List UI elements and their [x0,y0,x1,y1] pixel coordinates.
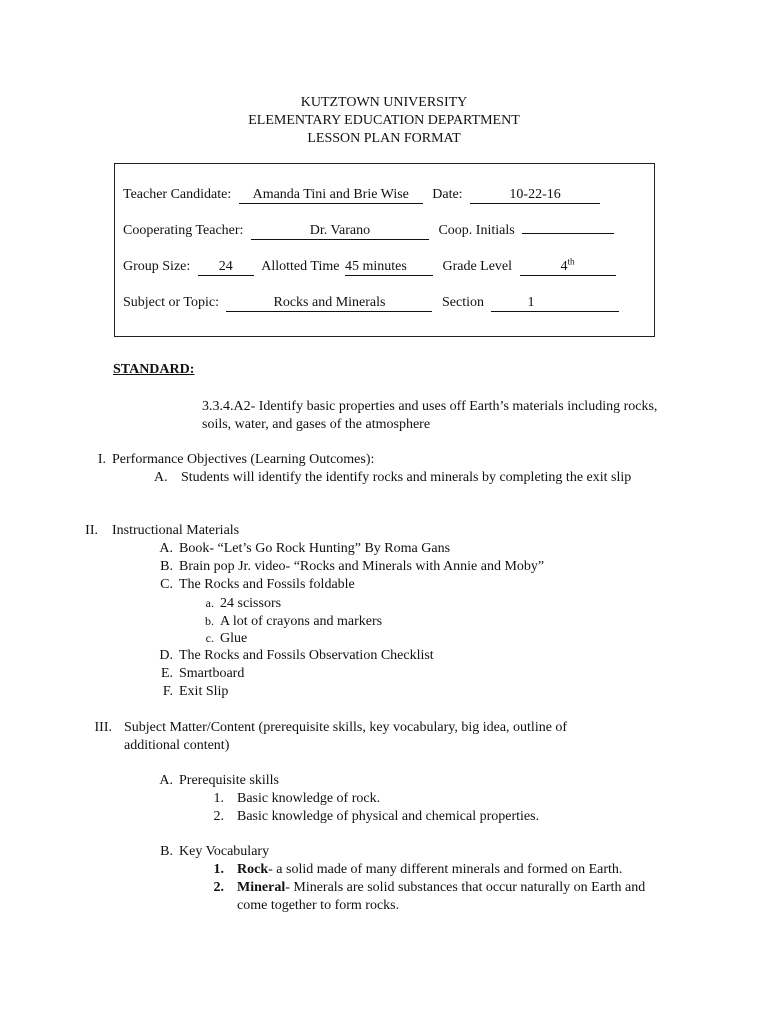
standard-text: 3.3.4.A2- Identify basic properties and uses off Earth’s materials including rocks, soils, water, and gases of the atmosphere [202,399,658,432]
section-iii-number: III. [94,720,112,735]
materials-item: C. The Rocks and Fossils foldable [160,577,355,592]
materials-subitem: c. Glue [205,631,248,646]
form-title: LESSON PLAN FORMAT [307,131,461,146]
grade-number: 4 [560,259,568,274]
section-ii [78,522,239,540]
date-label: Date: [432,187,463,202]
coop-label: Cooperating Teacher: [123,223,244,238]
time-label: Allotted Time [261,259,340,274]
section-i-number: I. [97,452,106,467]
vocab-number: 1. [213,862,224,877]
department-name: ELEMENTARY EDUCATION DEPARTMENT [248,113,520,128]
vocabulary-heading: B. Key Vocabulary [160,844,270,859]
prerequisite-item: 2. Basic knowledge of physical and chemical properties. [213,809,540,824]
group-value: 24 [198,259,254,276]
section-label: Section [441,295,484,310]
materials-item: F. Exit Slip [162,684,229,699]
section-ii-number: II. [85,523,98,538]
materials-item: A. Book- “Let’s Go Rock Hunting” By Roma Gans [159,541,451,556]
subject-value: Rocks and Minerals [226,295,432,312]
vocab-definition: - a solid made of many different minerals and formed on Earth. [268,862,623,877]
section-number: 1 [527,295,535,310]
group-label: Group Size: [123,259,191,274]
materials-item: D. The Rocks and Fossils Observation Checklist [159,648,434,663]
vocab-number: 2. [213,880,224,895]
subject-label: Subject or Topic: [123,295,219,310]
section-value [491,295,619,312]
grade-value [520,256,616,276]
vocab-item [237,861,667,879]
section-ii-title: Instructional Materials [112,523,240,538]
prerequisite-item: 1. Basic knowledge of rock. [213,791,381,806]
teacher-row [123,186,600,204]
materials-item: E. Smartboard [160,666,245,681]
vocab-term: Mineral [237,880,286,895]
materials-item: B. Brain pop Jr. video- “Rocks and Minerals with Annie and Moby” [160,559,545,574]
date-value: 10-22-16 [470,187,600,204]
section-i-a-mark: A. [154,470,168,485]
coop-row [123,222,614,240]
prerequisite-heading: A. Prerequisite skills [159,773,279,788]
document-header [0,94,768,148]
teacher-label: Teacher Candidate: [123,187,232,202]
teacher-value: Amanda Tini and Brie Wise [239,187,423,204]
time-value: 45 minutes [345,259,433,276]
university-name: KUTZTOWN UNIVERSITY [300,95,468,110]
initials-label: Coop. Initials [438,223,515,238]
vocab-item [237,879,662,915]
coop-value: Dr. Varano [251,223,429,240]
vocab-term: Rock [237,862,269,877]
grade-suffix: th [567,256,575,267]
initials-value [522,233,614,234]
standard-heading: STANDARD: [113,362,195,377]
vocab-definition: - Minerals are solid substances that occur naturally on Earth and come together to form rocks. [237,880,646,913]
subject-row [123,294,619,312]
section-i-a-text: Students will identify the identify rocks and minerals by completing the exit slip [181,470,632,485]
section-iii-title: Subject Matter/Content (prerequisite skills, key vocabulary, big idea, outline of additional content) [124,720,568,753]
section-i [86,451,374,469]
materials-subitem: a. 24 scissors [205,596,282,611]
grade-label: Grade Level [442,259,513,274]
group-row [123,258,616,276]
materials-subitem: b. A lot of crayons and markers [205,614,383,629]
lesson-info-box [114,163,655,337]
section-i-title: Performance Objectives (Learning Outcomes): [112,452,375,467]
